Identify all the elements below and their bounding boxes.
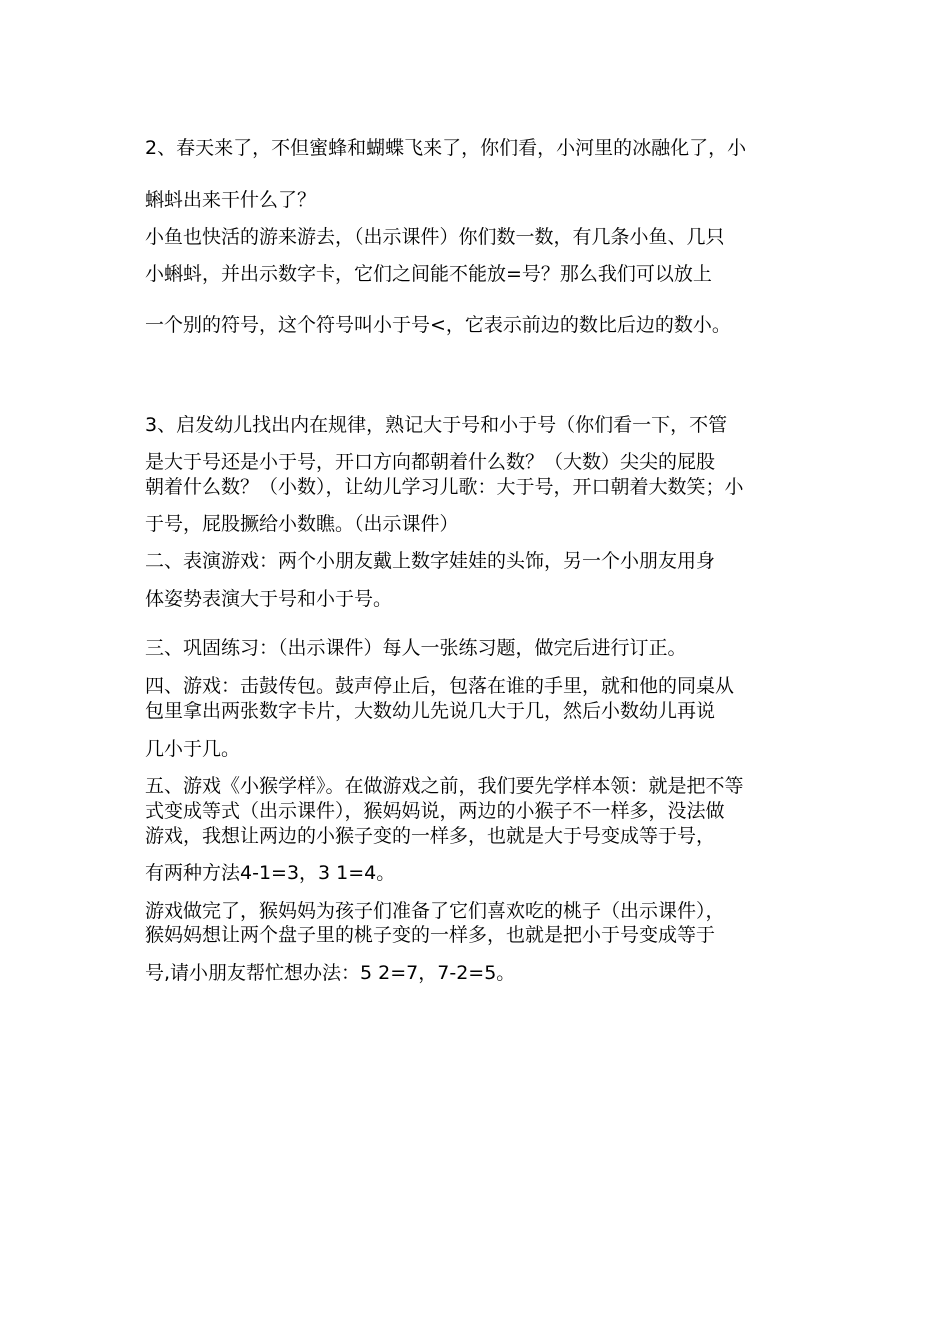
text-line: 游戏，我想让两边的小猴子变的一样多，也就是大于号变成等于号，: [145, 825, 716, 847]
text-line: 小鱼也快活的游来游去，（出示课件）你们数一数，有几条小鱼、几只: [145, 226, 725, 248]
text-line: 四、游戏：击鼓传包。鼓声停止后，包落在谁的手里，就和他的同桌从: [145, 675, 735, 697]
text-line: 三、巩固练习：（出示课件）每人一张练习题，做完后进行订正。: [145, 637, 687, 659]
text-line: 小蝌蚪，并出示数字卡，它们之间能不能放=号？那么我们可以放上: [145, 263, 712, 285]
text-line: 于号，屁股撅给小数瞧。（出示课件）: [145, 513, 459, 535]
text-line: 五、游戏《小猴学样》。在做游戏之前，我们要先学样本领：就是把不等: [145, 775, 744, 797]
text-line: 二、表演游戏：两个小朋友戴上数字娃娃的头饰，另一个小朋友用身: [145, 550, 716, 572]
text-line: 2、春天来了，不但蜜蜂和蝴蝶飞来了，你们看，小河里的冰融化了，小: [145, 137, 747, 159]
text-line: 3、启发幼儿找出内在规律，熟记大于号和小于号（你们看一下，不管: [145, 414, 728, 436]
text-line: 一个别的符号，这个符号叫小于号<，它表示前边的数比后边的数小。: [145, 314, 731, 336]
text-line: 游戏做完了，猴妈妈为孩子们准备了它们喜欢吃的桃子（出示课件），: [145, 900, 725, 922]
text-line: 号,请小朋友帮忙想办法：5 2=7，7-2=5。: [145, 962, 516, 984]
text-line: 蝌蚪出来干什么了？: [145, 189, 317, 211]
text-line: 猴妈妈想让两个盘子里的桃子变的一样多，也就是把小于号变成等于: [145, 924, 716, 946]
text-line: 朝着什么数？（小数），让幼儿学习儿歌：大于号，开口朝着大数笑；小: [145, 476, 744, 498]
text-line: 式变成等式（出示课件），猴妈妈说，两边的小猴子不一样多，没法做: [145, 800, 725, 822]
text-line: 是大于号还是小于号，开口方向都朝着什么数？（大数）尖尖的屁股: [145, 451, 716, 473]
text-line: 几小于几。: [145, 738, 241, 760]
text-line: 有两种方法4-1=3，3 1=4。: [145, 862, 396, 884]
text-line: 包里拿出两张数字卡片，大数幼儿先说几大于几，然后小数幼儿再说: [145, 700, 716, 722]
text-line: 体姿势表演大于号和小于号。: [145, 588, 393, 610]
